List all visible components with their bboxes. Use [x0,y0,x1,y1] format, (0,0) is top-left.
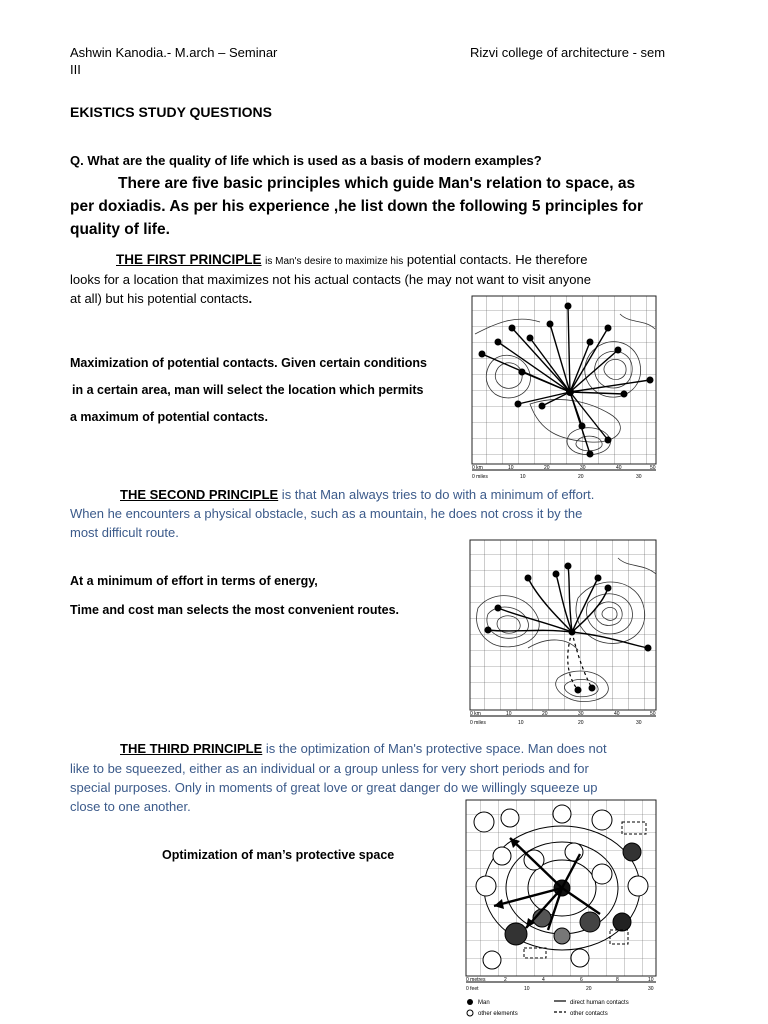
principle-1-line-2: looks for a location that maximizes not his actual contacts (he may not want to visit anyone [70,272,591,287]
figure-1-km-tick: 20 [544,465,550,471]
figure-1-km-label: 0 km [472,465,483,471]
legend-direct-contacts: direct human contacts [570,1000,629,1006]
figure-1-mile-tick: 20 [578,474,584,480]
question: Q. What are the quality of life which is used as a basis of modern examples? [70,153,542,168]
principle-3-line-4: close to one another. [70,799,191,814]
legend-other-elements-icon [467,1010,473,1016]
figure-1-km-tick: 40 [616,465,622,471]
figure-3-protective-space-diagram [462,796,662,1022]
figure-3-metre-tick: 8 [616,977,619,983]
figure-2-routes-map [468,538,662,730]
figure-1-km-tick: 30 [580,465,586,471]
legend-man: Man [478,1000,490,1006]
intro-line-2: per doxiadis. As per his experience ,he list down the following 5 principles for [70,198,644,215]
figure-2-km-tick: 50 [650,711,656,717]
principle-1-line-3-period: . [248,291,253,306]
figure-3-metre-tick: 6 [580,977,583,983]
figure-3-metres-label: 0 metres [466,977,486,983]
figure-1-km-tick: 50 [650,465,656,471]
principle-3-heading: THE THIRD PRINCIPLE [120,741,263,756]
principle-1-small-text: is Man's desire to maximize his [265,256,404,267]
principle-1-text: potential contacts. He therefore [403,252,588,267]
figure-2-km-tick: 10 [506,711,512,717]
principle-2-line-3: most difficult route. [70,525,179,540]
figure-3-metre-tick: 4 [542,977,545,983]
principle-1-line-3-text: at all) but his potential contacts [70,291,249,306]
intro-line-1: There are five basic principles which guide Man's relation to space, as [118,175,636,192]
figure-3-metre-tick: 2 [504,977,507,983]
principle-1-line-3 [70,289,252,308]
figure-1-km-tick: 10 [508,465,514,471]
legend-man-icon [467,999,473,1005]
figure-1-potential-contacts-map [470,294,660,484]
figure-3-caption: Optimization of man’s protective space [162,848,395,862]
figure-2-caption-1: At a minimum of effort in terms of energy, [70,574,318,588]
figure-3-feet-tick: 20 [586,986,592,992]
figure-2-caption-2: Time and cost man selects the most convenient routes. [70,603,400,617]
figure-1-mile-tick: 30 [636,474,642,480]
legend-other-contacts: other contacts [570,1011,608,1017]
page-title: EKISTICS STUDY QUESTIONS [70,104,272,120]
principle-1-heading: THE FIRST PRINCIPLE [116,252,262,267]
principle-3-line-2: like to be squeezed, either as an individual or a group unless for very short periods and for [70,761,589,776]
principle-3-text: is the optimization of Man's protective space. Man does not [262,741,607,756]
figure-1-caption-3: a maximum of potential contacts. [70,410,268,424]
header-author: Ashwin Kanodia.- M.arch – Seminar [70,45,278,60]
figure-2-mile-tick: 20 [578,720,584,726]
intro-line-3: quality of life. [70,221,170,238]
principle-1-line-1 [116,250,587,271]
figure-3-feet-label: 0 feet [466,986,479,992]
principle-3-line-1 [120,739,607,758]
figure-2-km-label: 0 km [470,711,481,717]
legend-other-elements: other elements [478,1011,518,1017]
figure-2-mile-tick: 10 [518,720,524,726]
figure-1-caption-1: Maximization of potential contacts. Given certain conditions [70,356,427,370]
header-college: Rizvi college of architecture - sem [470,45,666,60]
header-author-cont: III [70,62,81,77]
principle-2-text: is that Man always tries to do with a minimum of effort. [278,487,595,502]
figure-2-mile-tick: 30 [636,720,642,726]
figure-1-miles-label: 0 miles [472,474,488,480]
principle-2-line-1 [120,485,594,504]
principle-2-line-2: When he encounters a physical obstacle, such as a mountain, he does not cross it by the [70,506,583,521]
principle-2-heading: THE SECOND PRINCIPLE [120,487,279,502]
principle-3-line-3: special purposes. Only in moments of great love or great danger do we willingly squeeze up [70,780,598,795]
figure-1-caption-2: in a certain area, man will select the location which permits [72,383,424,397]
figure-2-km-tick: 20 [542,711,548,717]
figure-3-feet-tick: 10 [524,986,530,992]
figure-3-feet-tick: 30 [648,986,654,992]
figure-2-miles-label: 0 miles [470,720,486,726]
figure-1-mile-tick: 10 [520,474,526,480]
figure-3-metre-tick: 10 [648,977,654,983]
figure-2-km-tick: 30 [578,711,584,717]
figure-2-km-tick: 40 [614,711,620,717]
